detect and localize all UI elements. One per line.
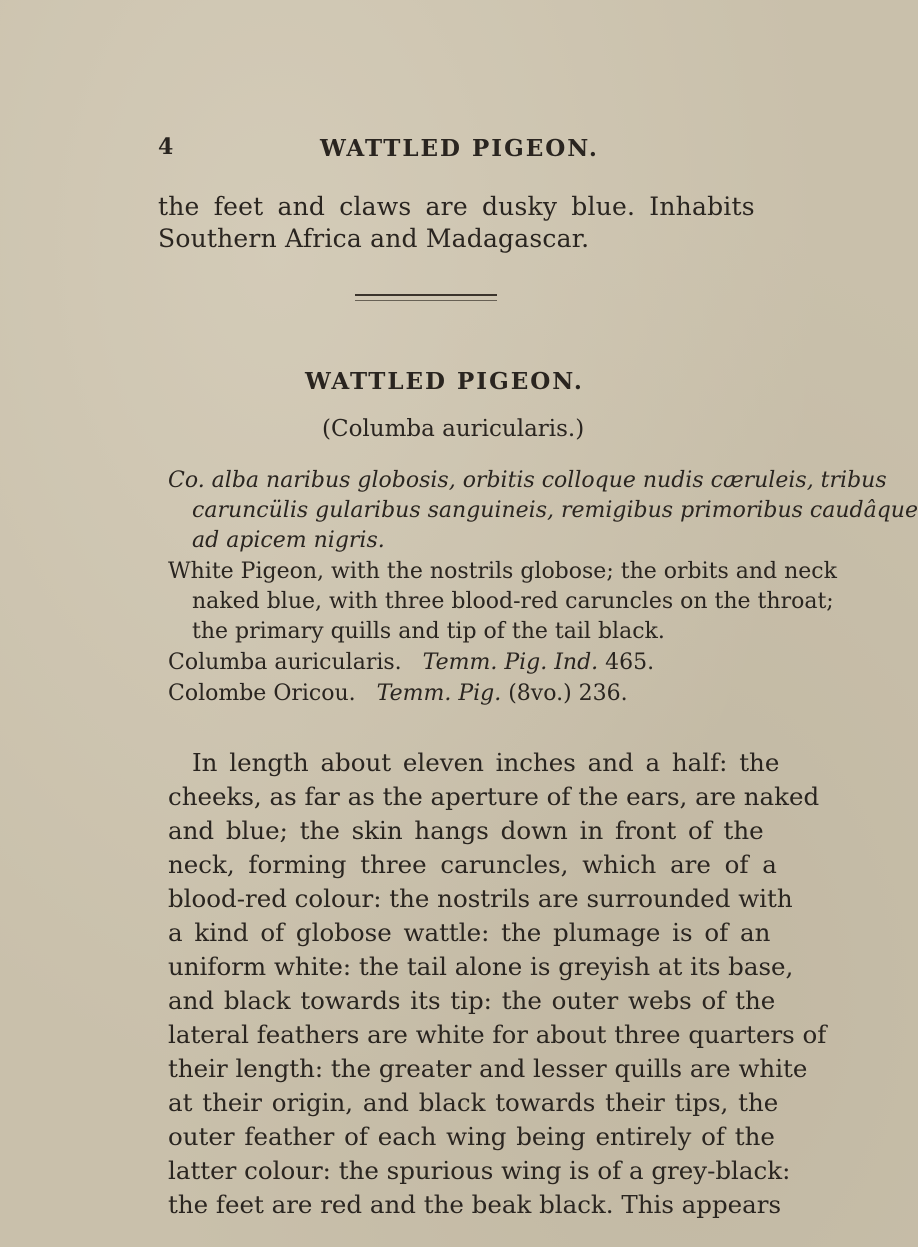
diagnosis-latin-line: ad apicem nigris. <box>192 528 385 553</box>
description-line: neck, forming three caruncles, which are of a <box>168 850 777 879</box>
synonym-name: Colombe Oricou. <box>168 681 356 706</box>
diagnosis-english-line: the primary quills and tip of the tail black. <box>192 619 665 644</box>
diagnosis-english-line: White Pigeon, with the nostrils globose; the orbits and neck <box>168 559 837 584</box>
section-title: WATTLED PIGEON. <box>305 368 584 395</box>
synonym-entry <box>168 650 654 675</box>
carryover-line: Southern Africa and Madagascar. <box>158 224 590 253</box>
synonym-reference-page: (8vo.) 236. <box>501 681 628 706</box>
description-line: uniform white: the tail alone is greyish at its base, <box>168 952 794 981</box>
synonym-reference: Temm. Pig. <box>376 681 502 706</box>
description-line: outer feather of each wing being entirely of the <box>168 1122 775 1151</box>
description-line: cheeks, as far as the aperture of the ears, are naked <box>168 782 820 811</box>
section-divider-thin <box>355 300 497 301</box>
synonym-name: Columba auricularis. <box>168 650 402 675</box>
description-line: their length: the greater and lesser quills are white <box>168 1054 808 1083</box>
description-line: latter colour: the spurious wing is of a grey-black: <box>168 1156 791 1185</box>
description-line: lateral feathers are white for about three quarters of <box>168 1020 827 1049</box>
running-title: WATTLED PIGEON. <box>320 135 599 162</box>
description-line: In length about eleven inches and a half: the <box>192 748 780 777</box>
synonym-entry <box>168 681 628 706</box>
carryover-line: the feet and claws are dusky blue. Inhabits <box>158 192 755 221</box>
latin-name: (Columba auricularis.) <box>322 416 585 442</box>
diagnosis-latin-line: caruncülis gularibus sanguineis, remigibus primoribus caudâque <box>192 498 918 523</box>
section-divider <box>355 294 497 296</box>
description-line: the feet are red and the beak black. This appears <box>168 1190 782 1219</box>
description-line: blood-red colour: the nostrils are surrounded with <box>168 884 793 913</box>
description-line: a kind of globose wattle: the plumage is of an <box>168 918 771 947</box>
diagnosis-latin-line: Co. alba naribus globosis, orbitis colloque nudis cæruleis, tribus <box>168 468 887 493</box>
synonym-reference: Temm. Pig. Ind. <box>422 650 599 675</box>
diagnosis-english-line: naked blue, with three blood-red caruncles on the throat; <box>192 589 834 614</box>
description-line: and blue; the skin hangs down in front of the <box>168 816 764 845</box>
description-line: at their origin, and black towards their tips, the <box>168 1088 779 1117</box>
description-line: and black towards its tip: the outer webs of the <box>168 986 776 1015</box>
synonym-reference-page: 465. <box>598 650 655 675</box>
page-number: 4 <box>158 134 174 160</box>
